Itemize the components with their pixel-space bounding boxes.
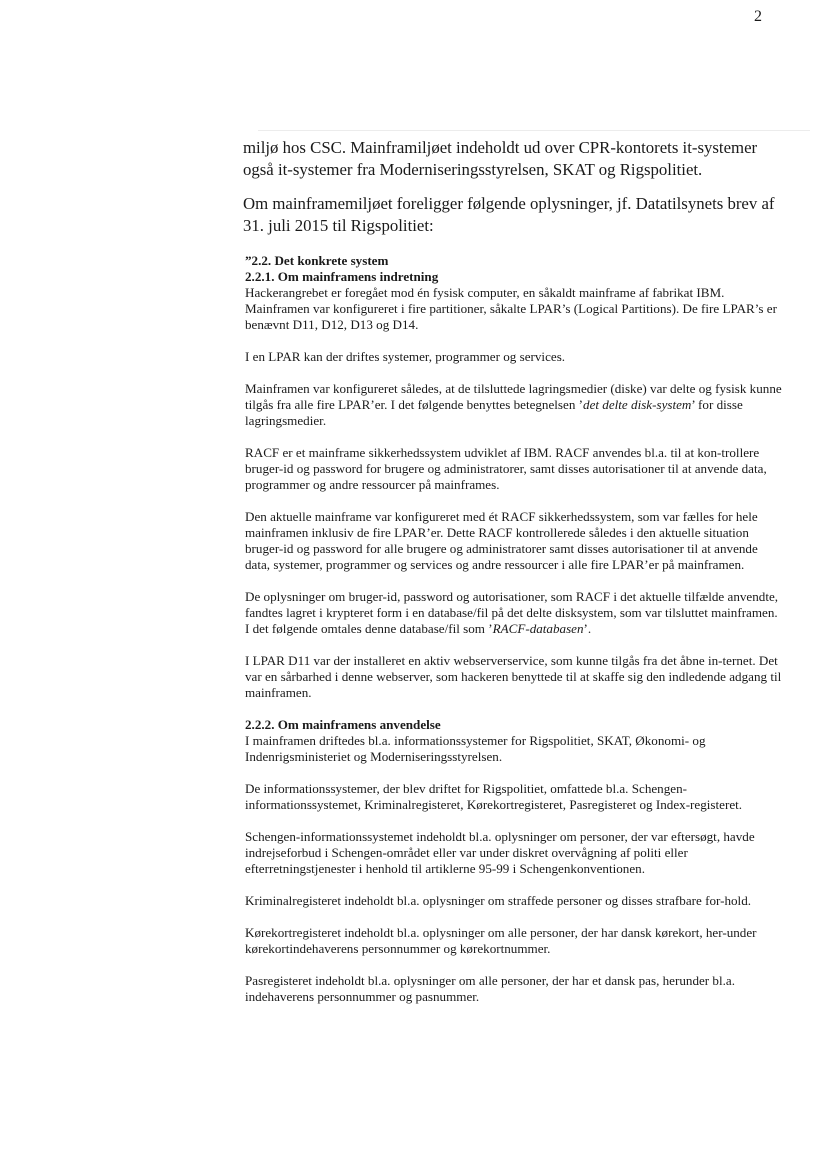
paragraph-shared-disk: Mainframen var konfigureret således, at de tilsluttede lagringsmedier (diske) var delte og fysisk kunne tilgås fra alle fire LPAR’er. I det følgende benyttes betegnelsen ’det delte disk-system’ for disse lagringsmedier. xyxy=(245,381,782,428)
intro-text xyxy=(243,137,783,249)
paragraph-passport-register: Pasregisteret indeholdt bl.a. oplysninger om alle personer, der har et dansk pas, herunder bl.a. indehaverens personnummer og pasnummer. xyxy=(245,973,735,1004)
paragraph-racf-database: De oplysninger om bruger-id, password og autorisationer, som RACF i det aktuelle tilfælde anvendte, fandtes lagret i krypteret form i en database/fil på det delte disksystem, som var tilsluttet mainframen. I det følgende omtales denne database/fil som ’RACF-databasen’. xyxy=(245,589,779,636)
paragraph-police-systems: De informationssystemer, der blev driftet for Rigspolitiet, omfattede bl.a. Schengen-informationssystemet, Kriminalregisteret, Kørekortregisteret, Pasregisteret og Index-registeret. xyxy=(245,781,743,812)
intro-paragraph-1: miljø hos CSC. Mainframiljøet indeholdt ud over CPR-kontorets it-systemer også it-systemer fra Moderniseringsstyrelsen, SKAT og Rigspolitiet. xyxy=(243,138,758,179)
paragraph-criminal-register: Kriminalregisteret indeholdt bl.a. oplysninger om straffede personer og disses strafbare for-hold. xyxy=(245,893,752,908)
paragraph-lpar-config: Hackerangrebet er foregået mod én fysisk computer, en såkaldt mainframe af fabrikat IBM. Mainframen var konfigureret i fire partitioner, såkalte LPAR’s (Logical Partitions). De fire LPAR’s er benævnt D11, D12, D13 og D14. xyxy=(245,285,777,332)
intro-paragraph-2: Om mainframemiljøet foreligger følgende oplysninger, jf. Datatilsynets brev af 31. juli 2015 til Rigspolitiet: xyxy=(243,194,775,235)
paragraph-racf-intro: RACF er et mainframe sikkerhedssystem udviklet af IBM. RACF anvendes bl.a. til at kon-trollere bruger-id og password for brugere og administratorer, samt disses autorisationer til at anvende data, programmer og andre ressourcer på mainframes. xyxy=(245,445,767,492)
paragraph-license-register: Kørekortregisteret indeholdt bl.a. oplysninger om alle personer, der har dansk kørekort, her-under kørekortindehaverens personnummer og kørekortnummer. xyxy=(245,925,757,956)
paragraph-lpar-services: I en LPAR kan der driftes systemer, programmer og services. xyxy=(245,349,566,364)
subsection-heading-2-2-2: 2.2.2. Om mainframens anvendelse xyxy=(245,717,441,732)
term-shared-disk: det delte disk-system xyxy=(583,397,692,412)
paragraph-racf-config: Den aktuelle mainframe var konfigureret med ét RACF sikkerhedssystem, som var fælles for hele mainframen inklusiv de fire LPAR’er. Dette RACF kontrollerede således i den aktuelle situation bruger-id og password for alle brugere og administratorer samt disses autorisationer til at anvende data, systemer, programmer og services og andre ressourcer i alle fire LPAR’er på mainframen. xyxy=(245,509,758,572)
paragraph-webserver: I LPAR D11 var der installeret en aktiv webserverservice, som kunne tilgås fra det åbne in-ternet. Det var en sårbarhed i denne webserver, som hackeren benyttede til at skaffe sig den indledende adgang til mainframen. xyxy=(245,653,782,700)
scan-divider xyxy=(258,130,810,131)
paragraph-usage: I mainframen driftedes bl.a. informationssystemer for Rigspolitiet, SKAT, Økonomi- og Indenrigsministeriet og Moderniseringsstyrelsen. xyxy=(245,733,706,764)
page-number: 2 xyxy=(754,8,762,25)
paragraph-schengen: Schengen-informationssystemet indeholdt bl.a. oplysninger om personer, der var eftersøgt, havde indrejseforbud i Schengen-området eller var under diskret overvågning af politi eller efterretningstjenester i henhold til artiklerne 95-99 i Schengenkonventionen. xyxy=(245,829,755,876)
term-racf-database: RACF-databasen xyxy=(492,621,584,636)
subsection-heading-2-2-1: 2.2.1. Om mainframens indretning xyxy=(245,269,439,284)
quoted-section xyxy=(245,253,785,1021)
section-heading: ”2.2. Det konkrete system xyxy=(245,253,389,268)
